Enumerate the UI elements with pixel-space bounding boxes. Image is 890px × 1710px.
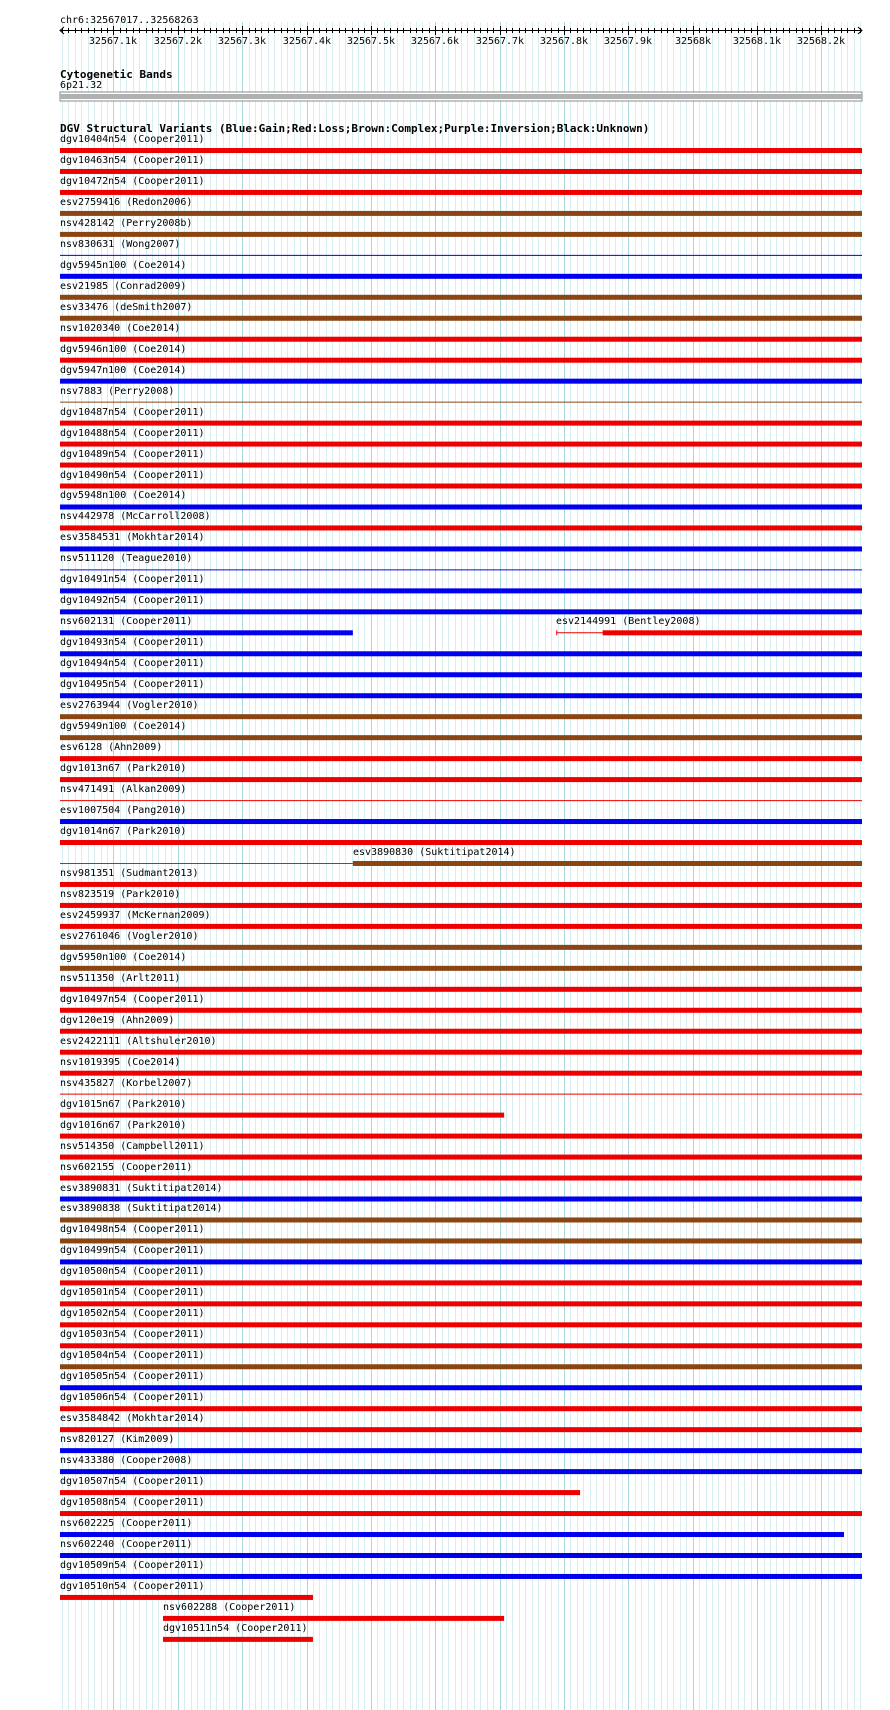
feature-bar xyxy=(60,148,862,153)
feature-label[interactable]: dgv10491n54 (Cooper2011) xyxy=(60,574,205,585)
feature-bar xyxy=(60,1553,862,1558)
feature-label[interactable]: nsv435827 (Korbel2007) xyxy=(60,1078,193,1089)
feature-bar xyxy=(60,295,862,300)
feature-bar xyxy=(60,651,862,656)
feature-bar xyxy=(353,861,862,866)
ruler-tick-label: 32567.7k xyxy=(475,36,525,47)
feature-bar xyxy=(60,337,862,342)
feature-label[interactable]: dgv10502n54 (Cooper2011) xyxy=(60,1308,205,1319)
feature-bar xyxy=(60,1448,862,1453)
feature-bar xyxy=(60,1197,862,1202)
ruler-tick-label: 32567.4k xyxy=(282,36,332,47)
feature-label[interactable]: nsv1020340 (Coe2014) xyxy=(60,323,181,334)
feature-label[interactable]: dgv1014n67 (Park2010) xyxy=(60,826,187,837)
feature-bar xyxy=(163,1637,313,1642)
feature-label[interactable]: esv2759416 (Redon2006) xyxy=(60,197,193,208)
ruler-tick-label: 32567.6k xyxy=(410,36,460,47)
feature-label[interactable]: esv3584531 (Mokhtar2014) xyxy=(60,532,205,543)
feature-bar xyxy=(60,1574,862,1579)
feature-bar xyxy=(60,966,862,971)
feature-bar xyxy=(60,1406,862,1411)
feature-label[interactable]: nsv511350 (Arlt2011) xyxy=(60,973,181,984)
feature-bar xyxy=(60,190,862,195)
feature-label[interactable]: dgv10509n54 (Cooper2011) xyxy=(60,1560,205,1571)
feature-label[interactable]: dgv5945n100 (Coe2014) xyxy=(60,260,187,271)
feature-bar xyxy=(60,211,862,216)
feature-bar xyxy=(60,546,862,551)
feature-bar xyxy=(60,609,862,614)
feature-label[interactable]: esv2763944 (Vogler2010) xyxy=(60,700,199,711)
ruler-tick-label: 32568k xyxy=(674,36,712,47)
feature-bar xyxy=(60,525,862,530)
feature-label[interactable]: dgv10503n54 (Cooper2011) xyxy=(60,1329,205,1340)
feature-label[interactable]: esv3584842 (Mokhtar2014) xyxy=(60,1413,205,1424)
feature-bar xyxy=(60,840,862,845)
feature-label[interactable]: nsv830631 (Wong2007) xyxy=(60,239,181,250)
feature-label[interactable]: dgv10495n54 (Cooper2011) xyxy=(60,679,205,690)
feature-label[interactable]: nsv602240 (Cooper2011) xyxy=(60,1539,193,1550)
feature-bar xyxy=(60,232,862,237)
ruler-tick-label: 32567.9k xyxy=(603,36,653,47)
feature-bar xyxy=(60,1217,862,1222)
feature-bar xyxy=(60,945,862,950)
feature-label[interactable]: dgv10499n54 (Cooper2011) xyxy=(60,1245,205,1256)
feature-label[interactable]: dgv5950n100 (Coe2014) xyxy=(60,952,187,963)
feature-label[interactable]: dgv10508n54 (Cooper2011) xyxy=(60,1497,205,1508)
feature-bar xyxy=(60,1259,862,1264)
feature-label[interactable]: nsv7883 (Perry2008) xyxy=(60,386,175,397)
feature-label[interactable]: nsv602288 (Cooper2011) xyxy=(163,1602,296,1613)
feature-label[interactable]: dgv5949n100 (Coe2014) xyxy=(60,721,187,732)
feature-bar xyxy=(60,630,353,635)
feature-label[interactable]: nsv428142 (Perry2008b) xyxy=(60,218,193,229)
feature-bar xyxy=(60,819,862,824)
feature-bar xyxy=(60,463,862,468)
feature-bar xyxy=(60,1427,862,1432)
feature-bar xyxy=(60,421,862,426)
feature-label[interactable]: dgv10500n54 (Cooper2011) xyxy=(60,1266,205,1277)
feature-bar xyxy=(60,379,862,384)
feature-bar xyxy=(60,987,862,992)
feature-label[interactable]: dgv10472n54 (Cooper2011) xyxy=(60,176,205,187)
feature-label[interactable]: esv33476 (deSmith2007) xyxy=(60,302,193,313)
feature-bar xyxy=(60,1008,862,1013)
feature-bar xyxy=(60,358,862,363)
cytoband-track-title[interactable]: Cytogenetic Bands xyxy=(60,68,173,81)
feature-bar xyxy=(60,1176,862,1181)
ruler-tick-label: 32568.1k xyxy=(732,36,782,47)
feature-label[interactable]: dgv1015n67 (Park2010) xyxy=(60,1099,187,1110)
feature-label[interactable]: nsv514350 (Campbell2011) xyxy=(60,1141,205,1152)
feature-label[interactable]: nsv1019395 (Coe2014) xyxy=(60,1057,181,1068)
feature-label[interactable]: dgv10501n54 (Cooper2011) xyxy=(60,1287,205,1298)
feature-label[interactable]: esv3890831 (Suktitipat2014) xyxy=(60,1183,223,1194)
ruler-tick-label: 32567.2k xyxy=(153,36,203,47)
feature-bar xyxy=(60,693,862,698)
feature-bar xyxy=(60,274,862,279)
ruler-tick-label: 32568.2k xyxy=(796,36,846,47)
feature-bar xyxy=(603,630,862,635)
feature-bar xyxy=(60,1364,862,1369)
feature-bar xyxy=(60,903,862,908)
feature-label[interactable]: dgv10493n54 (Cooper2011) xyxy=(60,637,205,648)
cytoband-fill xyxy=(60,94,862,99)
feature-bar xyxy=(60,504,862,509)
feature-label[interactable]: nsv471491 (Alkan2009) xyxy=(60,784,187,795)
feature-label[interactable]: dgv5948n100 (Coe2014) xyxy=(60,490,187,501)
feature-bar xyxy=(60,924,862,929)
feature-label[interactable]: dgv10492n54 (Cooper2011) xyxy=(60,595,205,606)
feature-bar xyxy=(60,1155,862,1160)
feature-bar xyxy=(60,735,862,740)
feature-bar xyxy=(60,1469,862,1474)
feature-bar xyxy=(60,1301,862,1306)
ruler-tick-label: 32567.5k xyxy=(346,36,396,47)
feature-label[interactable]: dgv1013n67 (Park2010) xyxy=(60,763,187,774)
feature-label[interactable]: dgv10404n54 (Cooper2011) xyxy=(60,134,205,145)
feature-label[interactable]: dgv120e19 (Ahn2009) xyxy=(60,1015,175,1026)
feature-bar xyxy=(60,1343,862,1348)
feature-label[interactable]: nsv433380 (Cooper2008) xyxy=(60,1455,193,1466)
feature-label[interactable]: dgv10504n54 (Cooper2011) xyxy=(60,1350,205,1361)
feature-label[interactable]: nsv511120 (Teague2010) xyxy=(60,553,193,564)
feature-bar xyxy=(60,1385,862,1390)
feature-label[interactable]: dgv10511n54 (Cooper2011) xyxy=(163,1623,308,1634)
ruler-tick-label: 32567.8k xyxy=(539,36,589,47)
feature-label[interactable]: nsv820127 (Kim2009) xyxy=(60,1434,175,1445)
feature-bar xyxy=(60,588,862,593)
feature-bar xyxy=(60,756,862,761)
feature-bar xyxy=(60,1050,862,1055)
feature-bar xyxy=(60,882,862,887)
feature-label[interactable]: esv2761046 (Vogler2010) xyxy=(60,931,199,942)
feature-label[interactable]: dgv10498n54 (Cooper2011) xyxy=(60,1224,205,1235)
feature-label[interactable]: esv3890838 (Suktitipat2014) xyxy=(60,1203,223,1214)
feature-label[interactable]: nsv442978 (McCarroll2008) xyxy=(60,511,211,522)
feature-bar xyxy=(60,1490,580,1495)
feature-label[interactable]: esv1007504 (Pang2010) xyxy=(60,805,187,816)
feature-bar xyxy=(60,1595,313,1600)
feature-bar xyxy=(60,1113,504,1118)
feature-bar xyxy=(60,316,862,321)
feature-label[interactable]: dgv10463n54 (Cooper2011) xyxy=(60,155,205,166)
feature-label[interactable]: dgv10507n54 (Cooper2011) xyxy=(60,1476,205,1487)
feature-label[interactable]: nsv602225 (Cooper2011) xyxy=(60,1518,193,1529)
feature-label[interactable]: dgv10490n54 (Cooper2011) xyxy=(60,470,205,481)
ruler-tick-label: 32567.3k xyxy=(217,36,267,47)
feature-label[interactable]: dgv5946n100 (Coe2014) xyxy=(60,344,187,355)
feature-label[interactable]: nsv823519 (Park2010) xyxy=(60,889,181,900)
feature-bar xyxy=(60,169,862,174)
feature-label[interactable]: nsv602155 (Cooper2011) xyxy=(60,1162,193,1173)
dgv-track-title[interactable]: DGV Structural Variants (Blue:Gain;Red:Loss;Brown:Complex;Purple:Inversion;Black:Unknown) xyxy=(60,122,650,135)
feature-bar xyxy=(60,1511,862,1516)
feature-label[interactable]: esv2422111 (Altshuler2010) xyxy=(60,1036,217,1047)
feature-label[interactable]: dgv10494n54 (Cooper2011) xyxy=(60,658,205,669)
feature-bar xyxy=(60,442,862,447)
feature-label[interactable]: dgv10505n54 (Cooper2011) xyxy=(60,1371,205,1382)
feature-label[interactable]: dgv10506n54 (Cooper2011) xyxy=(60,1392,205,1403)
feature-label[interactable]: dgv10510n54 (Cooper2011) xyxy=(60,1581,205,1592)
feature-bar xyxy=(60,1280,862,1285)
feature-bar xyxy=(60,1532,844,1537)
feature-label[interactable]: esv6128 (Ahn2009) xyxy=(60,742,163,753)
feature-label[interactable]: nsv602131 (Cooper2011) xyxy=(60,616,193,627)
feature-label[interactable]: dgv10487n54 (Cooper2011) xyxy=(60,407,205,418)
feature-bar xyxy=(60,777,862,782)
feature-label[interactable]: dgv5947n100 (Coe2014) xyxy=(60,365,187,376)
feature-label[interactable]: dgv1016n67 (Park2010) xyxy=(60,1120,187,1131)
feature-bar xyxy=(60,1134,862,1139)
feature-label[interactable]: esv2144991 (Bentley2008) xyxy=(556,616,701,627)
cytoband-label: 6p21.32 xyxy=(60,80,103,91)
feature-label[interactable]: esv3890830 (Suktitipat2014) xyxy=(353,847,516,858)
feature-label[interactable]: dgv10488n54 (Cooper2011) xyxy=(60,428,205,439)
feature-bar xyxy=(60,672,862,677)
ruler-range-label: chr6:32567017..32568263 xyxy=(60,15,199,26)
feature-label[interactable]: esv21985 (Conrad2009) xyxy=(60,281,187,292)
feature-label[interactable]: nsv981351 (Sudmant2013) xyxy=(60,868,199,879)
ruler-tick-label: 32567.1k xyxy=(88,36,138,47)
feature-bar xyxy=(163,1616,504,1621)
feature-bar xyxy=(60,1238,862,1243)
feature-bar xyxy=(60,1322,862,1327)
feature-bar xyxy=(60,714,862,719)
feature-label[interactable]: esv2459937 (McKernan2009) xyxy=(60,910,211,921)
feature-bar xyxy=(60,1029,862,1034)
feature-bar xyxy=(60,484,862,489)
feature-label[interactable]: dgv10497n54 (Cooper2011) xyxy=(60,994,205,1005)
feature-label[interactable]: dgv10489n54 (Cooper2011) xyxy=(60,449,205,460)
feature-bar xyxy=(60,1071,862,1076)
